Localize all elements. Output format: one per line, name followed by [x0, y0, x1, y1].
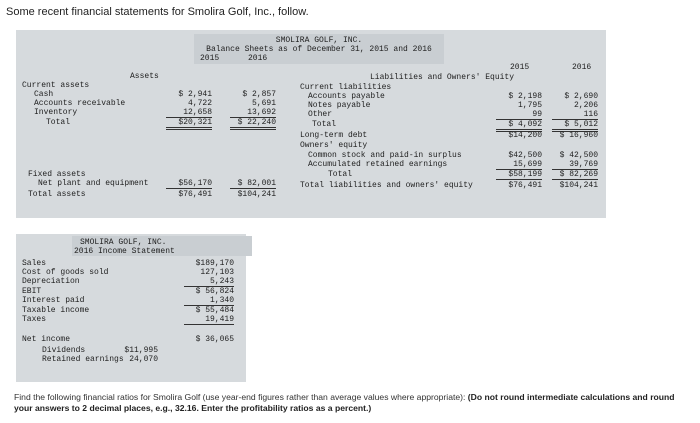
- equity-row-2016: $ 42,500: [559, 151, 598, 160]
- equity-row-label: Common stock and paid-in surplus: [308, 151, 462, 160]
- net-plant-2016: $ 82,001: [230, 179, 276, 189]
- instructions-text: Find the following financial ratios for Smolira Golf (use year-end figures rather than average values where appropriate):: [14, 392, 466, 402]
- liab-row-2015: $ 2,198: [508, 92, 542, 101]
- liab-row-label: Other: [308, 110, 333, 119]
- is-row-label: Taxes: [22, 315, 47, 324]
- balance-sheet-image: [16, 30, 606, 218]
- equity-row-label: Accumulated retained earnings: [308, 160, 448, 169]
- long-term-debt-2015: $14,200: [508, 131, 542, 140]
- intro-text: Some recent financial statements for Smolira Golf, Inc., follow.: [6, 6, 309, 18]
- is-row-value: 19,419: [184, 315, 234, 325]
- asset-row-2015: 4,722: [187, 99, 212, 108]
- equity-row-2016: $ 82,269: [552, 170, 598, 180]
- net-plant-2015: $56,170: [166, 179, 212, 189]
- liabilities-header: Liabilities and Owners' Equity: [370, 73, 515, 82]
- asset-row-label: Inventory: [34, 108, 78, 117]
- total-assets-2015: $76,491: [178, 190, 212, 199]
- is-row-label: Sales: [22, 259, 47, 268]
- equity-row-label: Total: [328, 170, 353, 179]
- liab-year-2016: 2016: [572, 63, 592, 72]
- dividends-label: Dividends: [42, 346, 86, 355]
- liab-row-label: Accounts payable: [308, 92, 385, 101]
- current-assets-label: Current assets: [22, 81, 90, 90]
- is-row-value: 1,340: [184, 296, 234, 306]
- is-row-label: Net income: [22, 335, 71, 344]
- income-statement-image: [16, 234, 246, 382]
- equity-row-2015: 15,699: [496, 160, 542, 170]
- is-row-label: EBIT: [22, 287, 42, 296]
- is-row-label: Taxable income: [22, 306, 90, 315]
- assets-year-2015: 2015: [200, 54, 220, 63]
- retained-earnings-label: Retained earnings: [42, 355, 124, 364]
- asset-row-2015: $20,321: [166, 118, 212, 130]
- current-liabilities-label: Current liabilities: [300, 83, 392, 92]
- asset-row-label: Accounts receivable: [34, 99, 126, 108]
- instructions-rounding: (Do not round intermediate calculations and round your answers to 2 decimal places, e.g., 32.16. Enter the profitability ratios as a percent.): [14, 392, 675, 413]
- asset-row-2015: $ 2,941: [178, 90, 212, 99]
- liab-row-2015: 1,795: [517, 101, 542, 110]
- instructions: [14, 392, 694, 414]
- total-liab-equity-2015: $76,491: [508, 181, 542, 190]
- is-row-value: 5,243: [184, 277, 234, 287]
- asset-row-label: Cash: [34, 90, 54, 99]
- asset-row-2016: 5,691: [251, 99, 276, 108]
- asset-row-2015: 12,658: [166, 108, 212, 118]
- equity-row-2016: 39,769: [552, 160, 598, 170]
- total-assets-label: Total assets: [28, 190, 86, 199]
- is-row-value: $189,170: [195, 259, 234, 268]
- equity-row-2015: $42,500: [508, 151, 542, 160]
- assets-header: Assets: [130, 72, 159, 81]
- income-statement-title: SMOLIRA GOLF, INC.: [80, 238, 167, 247]
- asset-row-2016: $ 2,857: [242, 90, 276, 99]
- net-plant-label: Net plant and equipment: [38, 179, 149, 188]
- dividends-value: $11,995: [124, 346, 158, 355]
- long-term-debt-label: Long-term debt: [300, 131, 368, 140]
- total-liab-equity-2016: $104,241: [559, 181, 598, 190]
- equity-row-2015: $58,199: [496, 170, 542, 180]
- long-term-debt-2016: $ 16,960: [559, 131, 598, 140]
- is-row-label: Interest paid: [22, 296, 85, 305]
- income-statement-subtitle: 2016 Income Statement: [74, 247, 175, 256]
- fixed-assets-label: Fixed assets: [28, 170, 86, 179]
- liab-row-2016: $ 2,690: [564, 92, 598, 101]
- liab-year-2015: 2015: [510, 63, 530, 72]
- asset-row-2016: $ 22,240: [230, 118, 276, 130]
- is-row-value: 127,103: [200, 268, 234, 277]
- total-liab-equity-label: Total liabilities and owners' equity: [300, 181, 473, 190]
- liab-row-2015: 99: [496, 110, 542, 120]
- total-assets-2016: $104,241: [237, 190, 276, 199]
- balance-sheet-subtitle: Balance Sheets as of December 31, 2015 and 2016: [206, 45, 432, 54]
- asset-row-2016: 13,692: [230, 108, 276, 118]
- assets-year-2016: 2016: [248, 54, 268, 63]
- liab-row-2015: $ 4,092: [496, 120, 542, 132]
- owners-equity-label: Owners' equity: [300, 141, 368, 150]
- is-row-value: $ 55,484: [195, 306, 234, 315]
- liab-row-2016: $ 5,012: [552, 120, 598, 132]
- liab-row-label: Total: [312, 120, 337, 129]
- balance-sheet-title: SMOLIRA GOLF, INC.: [275, 36, 363, 45]
- retained-earnings-value: 24,070: [129, 355, 158, 364]
- is-row-label: Cost of goods sold: [22, 268, 109, 277]
- asset-row-label: Total: [46, 118, 71, 127]
- liab-row-2016: 116: [552, 110, 598, 120]
- liab-row-2016: 2,206: [573, 101, 598, 110]
- is-row-value: $ 36,065: [195, 335, 234, 344]
- is-row-value: $ 56,824: [195, 287, 234, 296]
- liab-row-label: Notes payable: [308, 101, 371, 110]
- is-row-label: Depreciation: [22, 277, 80, 286]
